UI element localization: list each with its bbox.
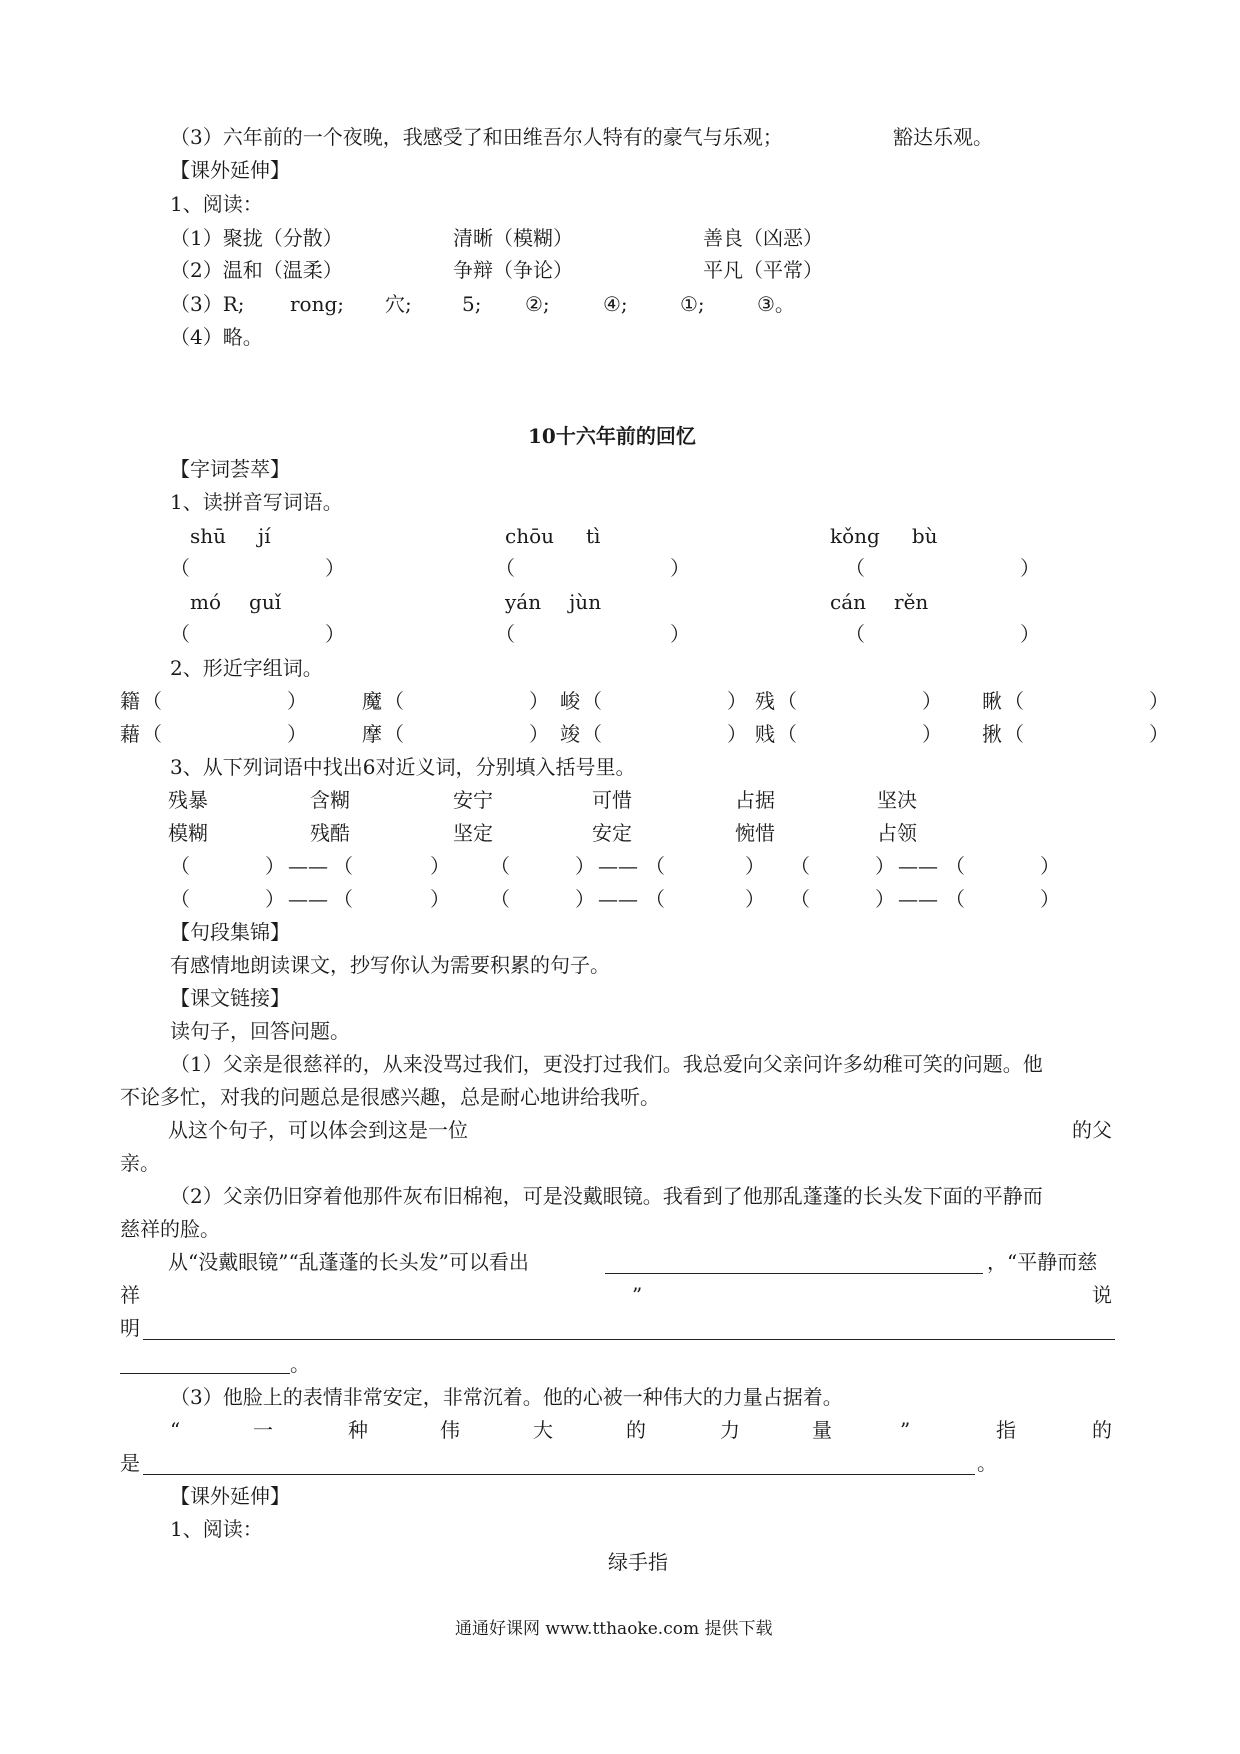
p1-line2: 不论多忙，对我的问题总是很感兴趣，总是耐心地讲给我听。 [120, 1085, 660, 1109]
pair-dash: —— [898, 887, 938, 911]
prev-item-3-text: （3）六年前的一个夜晚，我感受了和田维吾尔人特有的豪气与乐观； [170, 125, 783, 149]
pair-dash: —— [598, 887, 638, 911]
paren-open: （ [490, 887, 510, 911]
prev-r2-c: 平凡（平常） [703, 258, 823, 282]
p2-question-b: ，“平静而慈 [987, 1250, 1098, 1274]
paren-close: ） [1040, 887, 1060, 911]
prev-r3-e: ②; [525, 292, 550, 316]
similar-char: 籍 [120, 689, 140, 713]
p2-question-c1: 祥 [120, 1283, 140, 1307]
similar-char: 峻 [560, 689, 580, 713]
similar-char: 残 [755, 689, 775, 713]
word-option: 可惜 [592, 788, 632, 812]
p3-question-char: “ [170, 1418, 181, 1442]
p2-answer-line-1[interactable] [605, 1273, 983, 1274]
p1-question-c: 亲。 [120, 1151, 160, 1175]
paren-close: ） [575, 854, 595, 878]
paren-close: ） [1040, 854, 1060, 878]
prev-r3-h: ③。 [757, 292, 795, 316]
p3-question-char: 大 [533, 1418, 553, 1442]
similar-char: 瞅 [982, 689, 1002, 713]
p3-question-char: 力 [720, 1418, 740, 1442]
pinyin-1-3: kǒng bù [830, 524, 938, 548]
paren-open: （ [170, 622, 190, 646]
word-option: 模糊 [168, 821, 208, 845]
paren-open: （ [384, 689, 404, 713]
paren-open: （ [777, 689, 797, 713]
p3-question-char: 一 [253, 1418, 273, 1442]
paren-close: ） [430, 854, 450, 878]
s4-read: 1、阅读： [170, 1517, 263, 1541]
p3-question-char: 量 [812, 1418, 832, 1442]
pair-dash: —— [288, 854, 328, 878]
word-option: 含糊 [310, 788, 350, 812]
reading-title: 绿手指 [608, 1550, 668, 1574]
paren-close: ） [1149, 689, 1169, 713]
prev-r3-c: 穴; [385, 292, 412, 316]
paren-open: （ [645, 854, 665, 878]
paren-close: ） [265, 887, 285, 911]
word-option: 残酷 [310, 821, 350, 845]
similar-char: 竣 [560, 722, 580, 746]
s2-text: 有感情地朗读课文，抄写你认为需要积累的句子。 [170, 953, 610, 977]
p2-line1: （2）父亲仍旧穿着他那件灰布旧棉袍，可是没戴眼镜。我看到了他那乱蓬蓬的长头发下面的平静而 [170, 1184, 1043, 1208]
paren-open: （ [170, 556, 190, 580]
paren-open: （ [845, 622, 865, 646]
paren-open: （ [845, 556, 865, 580]
paren-close: ） [325, 622, 345, 646]
paren-open: （ [1004, 722, 1024, 746]
paren-close: ） [875, 854, 895, 878]
q2: 2、形近字组词。 [170, 656, 323, 680]
prev-item-3 [170, 125, 783, 149]
p2-answer-line-2[interactable] [143, 1339, 1115, 1340]
pinyin-2-3: cán rěn [830, 590, 929, 614]
paren-open: （ [170, 854, 190, 878]
paren-close: ） [265, 854, 285, 878]
p3-question-char: 的 [626, 1418, 646, 1442]
p2-question-c2: ” [632, 1283, 643, 1307]
word-option: 占据 [735, 788, 775, 812]
prev-r3-g: ①; [680, 292, 705, 316]
paren-close: ） [745, 854, 765, 878]
similar-char: 摩 [362, 722, 382, 746]
prev-r1-a: （1）聚拢（分散） [170, 226, 343, 250]
paren-close: ） [670, 622, 690, 646]
similar-char: 魔 [362, 689, 382, 713]
pair-dash: —— [598, 854, 638, 878]
paren-open: （ [384, 722, 404, 746]
prev-read-label: 1、阅读： [170, 192, 263, 216]
paren-open: （ [495, 622, 515, 646]
prev-r2-b: 争辩（争论） [453, 258, 573, 282]
paren-open: （ [142, 689, 162, 713]
p3-question-c: 。 [977, 1451, 997, 1475]
pinyin-2-2: yán jùn [505, 590, 602, 614]
pinyin-1-1: shū jí [190, 524, 271, 548]
p3-question-char: 的 [1092, 1418, 1112, 1442]
footer-text: 通通好课网 www.tthaoke.com 提供下载 [455, 1619, 773, 1639]
paren-close: ） [670, 556, 690, 580]
paren-open: （ [490, 854, 510, 878]
paren-open: （ [790, 887, 810, 911]
paren-open: （ [170, 887, 190, 911]
s3-intro: 读句子，回答问题。 [170, 1019, 350, 1043]
prev-r3-a: （3）R; [170, 292, 245, 316]
prev-item-3-answer: 豁达乐观。 [893, 125, 993, 149]
paren-close: ） [1149, 722, 1169, 746]
p3-line: （3）他脸上的表情非常安定，非常沉着。他的心被一种伟大的力量占据着。 [170, 1385, 843, 1409]
paren-open: （ [645, 887, 665, 911]
p2-answer-line-3[interactable] [120, 1373, 290, 1374]
p2-question-d: 明 [120, 1316, 140, 1340]
lesson-title: 10十六年前的回忆 [528, 424, 696, 448]
prev-r1-c: 善良（凶恶） [703, 226, 823, 250]
paren-close: ） [727, 689, 747, 713]
paren-open: （ [333, 854, 353, 878]
s3-heading: 【课文链接】 [170, 986, 290, 1010]
similar-char: 贱 [755, 722, 775, 746]
pair-dash: —— [898, 854, 938, 878]
word-option: 坚决 [877, 788, 917, 812]
paren-close: ） [430, 887, 450, 911]
paren-open: （ [945, 887, 965, 911]
p1-question-b: 的父 [1072, 1118, 1112, 1142]
paren-close: ） [529, 722, 549, 746]
word-option: 安定 [592, 821, 632, 845]
paren-close: ） [287, 722, 307, 746]
paren-close: ） [922, 722, 942, 746]
p2-question-e: 。 [290, 1352, 310, 1376]
s1-heading: 【字词荟萃】 [170, 457, 290, 481]
pinyin-2-1: mó guǐ [190, 590, 282, 614]
paren-open: （ [142, 722, 162, 746]
q3: 3、从下列词语中找出6对近义词，分别填入括号里。 [170, 755, 636, 779]
word-option: 惋惜 [735, 821, 775, 845]
word-option: 坚定 [453, 821, 493, 845]
prev-r1-b: 清晰（模糊） [453, 226, 573, 250]
paren-close: ） [1020, 622, 1040, 646]
p2-question-a: 从“没戴眼镜”“乱蓬蓬的长头发”可以看出 [168, 1250, 529, 1274]
s4-heading: 【课外延伸】 [170, 1484, 290, 1508]
paren-open: （ [333, 887, 353, 911]
prev-r3-d: 5; [462, 292, 482, 316]
paren-close: ） [727, 722, 747, 746]
paren-close: ） [575, 887, 595, 911]
paren-close: ） [287, 689, 307, 713]
word-option: 残暴 [168, 788, 208, 812]
similar-char: 藉 [120, 722, 140, 746]
similar-char: 揪 [982, 722, 1002, 746]
paren-open: （ [945, 854, 965, 878]
prev-r3-f: ④; [603, 292, 628, 316]
pair-dash: —— [288, 887, 328, 911]
paren-open: （ [1004, 689, 1024, 713]
paren-open: （ [495, 556, 515, 580]
paren-close: ） [529, 689, 549, 713]
paren-close: ） [875, 887, 895, 911]
prev-r2-a: （2）温和（温柔） [170, 258, 343, 282]
paren-close: ） [1020, 556, 1040, 580]
prev-r4: （4）略。 [170, 325, 263, 349]
s2-heading: 【句段集锦】 [170, 920, 290, 944]
p3-answer-line[interactable] [143, 1474, 975, 1475]
paren-close: ） [325, 556, 345, 580]
p1-line1: （1）父亲是很慈祥的，从来没骂过我们，更没打过我们。我总爱向父亲问许多幼稚可笑的问题。他 [170, 1052, 1043, 1076]
paren-open: （ [582, 689, 602, 713]
p3-question-char: ” [900, 1418, 911, 1442]
p3-question-char: 种 [348, 1418, 368, 1442]
prev-r3-b: rong; [290, 292, 345, 316]
p2-question-c3: 说 [1092, 1283, 1112, 1307]
paren-close: ） [745, 887, 765, 911]
pinyin-1-2: chōu tì [505, 524, 601, 548]
paren-open: （ [777, 722, 797, 746]
paren-close: ） [922, 689, 942, 713]
word-option: 占领 [877, 821, 917, 845]
p3-question-char: 指 [996, 1418, 1016, 1442]
p3-question-char: 伟 [440, 1418, 460, 1442]
p2-line2: 慈祥的脸。 [120, 1217, 220, 1241]
q1: 1、读拼音写词语。 [170, 490, 343, 514]
word-option: 安宁 [453, 788, 493, 812]
paren-open: （ [582, 722, 602, 746]
prev-ext-heading: 【课外延伸】 [170, 158, 290, 182]
p3-question-b: 是 [120, 1451, 140, 1475]
p1-question-a: 从这个句子，可以体会到这是一位 [168, 1118, 468, 1142]
paren-open: （ [790, 854, 810, 878]
